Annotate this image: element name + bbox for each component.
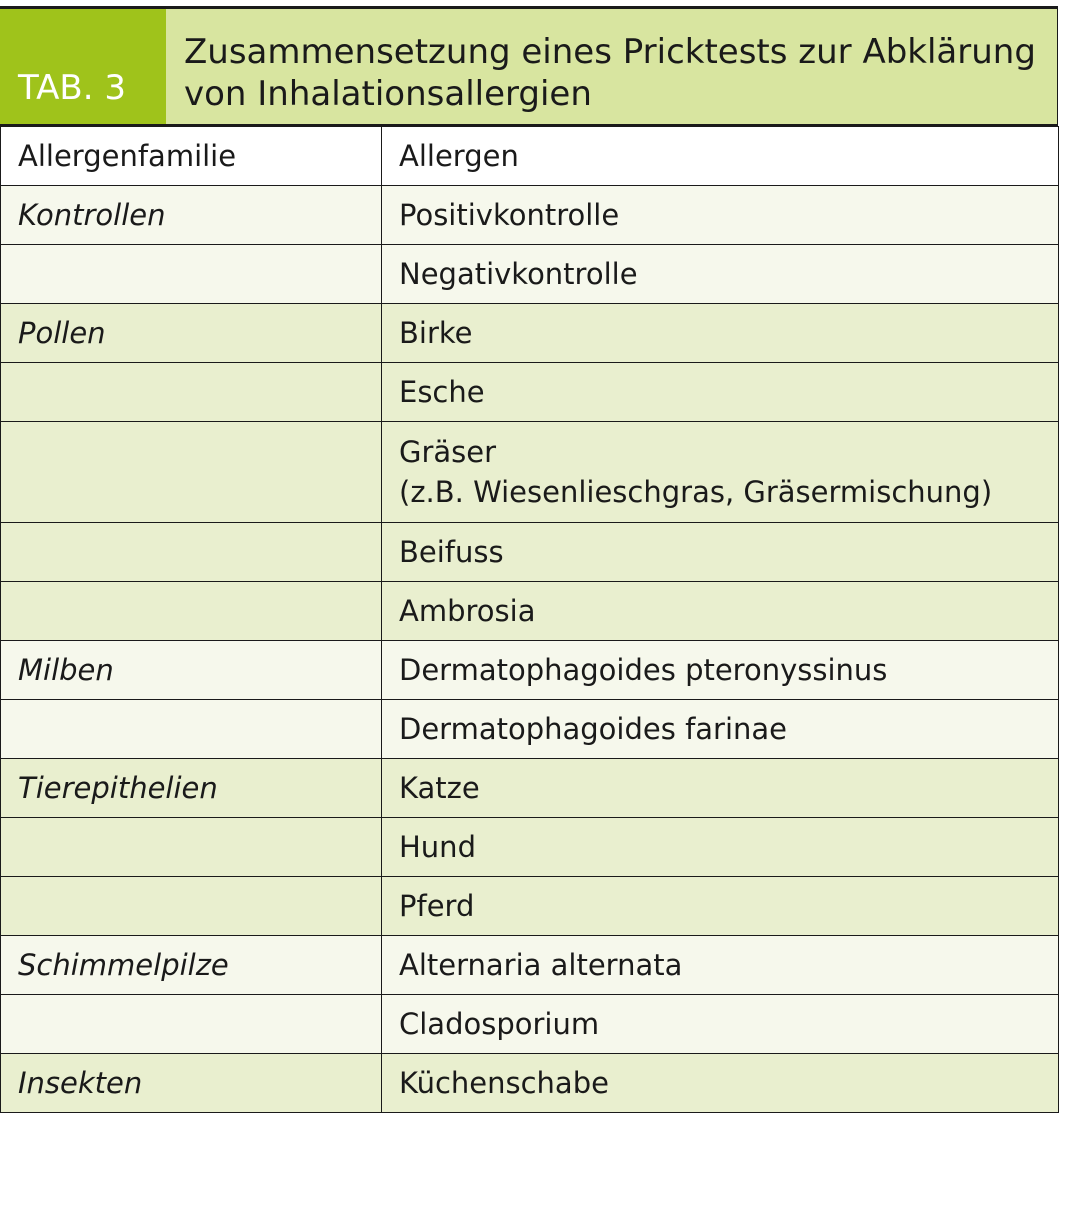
table-row bbox=[1, 700, 1059, 759]
family-cell bbox=[1, 877, 382, 936]
table-row bbox=[1, 304, 1059, 363]
table-row bbox=[1, 245, 1059, 304]
family-cell bbox=[1, 582, 382, 641]
allergen-cell: Pferd bbox=[382, 877, 1059, 936]
column-header-family: Allergenfamilie bbox=[1, 127, 382, 186]
allergen-note: (z.B. Wiesenlieschgras, Gräsermischung) bbox=[399, 475, 993, 509]
table-row bbox=[1, 936, 1059, 995]
table-row bbox=[1, 523, 1059, 582]
column-header-row bbox=[1, 127, 1059, 186]
allergen-cell: Beifuss bbox=[382, 523, 1059, 582]
allergen-cell: Positivkontrolle bbox=[382, 186, 1059, 245]
table-row bbox=[1, 1054, 1059, 1113]
table-title bbox=[166, 9, 1057, 124]
family-cell bbox=[1, 245, 382, 304]
allergen-cell: Negativkontrolle bbox=[382, 245, 1059, 304]
table-title-line-2: von Inhalationsallergien bbox=[184, 74, 592, 114]
allergen-cell: Dermatophagoides pteronyssinus bbox=[382, 641, 1059, 700]
table-title-line-1: Zusammensetzung eines Pricktests zur Abklärung bbox=[184, 32, 1036, 72]
table-row bbox=[1, 759, 1059, 818]
family-cell bbox=[1, 700, 382, 759]
allergy-table bbox=[0, 6, 1058, 1113]
family-cell bbox=[1, 523, 382, 582]
allergen-cell: Esche bbox=[382, 363, 1059, 422]
allergen-cell: Birke bbox=[382, 304, 1059, 363]
column-header-allergen: Allergen bbox=[382, 127, 1059, 186]
family-cell: Pollen bbox=[1, 304, 382, 363]
family-cell: Milben bbox=[1, 641, 382, 700]
family-cell: Tierepithelien bbox=[1, 759, 382, 818]
table-header bbox=[0, 6, 1058, 126]
table-row bbox=[1, 422, 1059, 523]
family-cell bbox=[1, 363, 382, 422]
table-number-label: TAB. 3 bbox=[0, 9, 166, 124]
family-cell bbox=[1, 818, 382, 877]
table-row bbox=[1, 363, 1059, 422]
allergen-table-body bbox=[0, 126, 1059, 1113]
allergen-cell: Katze bbox=[382, 759, 1059, 818]
family-cell bbox=[1, 422, 382, 523]
allergen-cell: Ambrosia bbox=[382, 582, 1059, 641]
family-cell: Kontrollen bbox=[1, 186, 382, 245]
allergen-cell: Hund bbox=[382, 818, 1059, 877]
family-cell bbox=[1, 995, 382, 1054]
family-cell: Schimmelpilze bbox=[1, 936, 382, 995]
table-row bbox=[1, 995, 1059, 1054]
allergen-cell: Dermatophagoides farinae bbox=[382, 700, 1059, 759]
table-row bbox=[1, 186, 1059, 245]
family-cell: Insekten bbox=[1, 1054, 382, 1113]
table-row bbox=[1, 877, 1059, 936]
table-row bbox=[1, 641, 1059, 700]
allergen-cell: Küchenschabe bbox=[382, 1054, 1059, 1113]
allergen-cell: Cladosporium bbox=[382, 995, 1059, 1054]
allergen-name: Gräser bbox=[399, 435, 497, 469]
table-row bbox=[1, 818, 1059, 877]
allergen-cell bbox=[382, 422, 1059, 523]
table-row bbox=[1, 582, 1059, 641]
allergen-cell: Alternaria alternata bbox=[382, 936, 1059, 995]
